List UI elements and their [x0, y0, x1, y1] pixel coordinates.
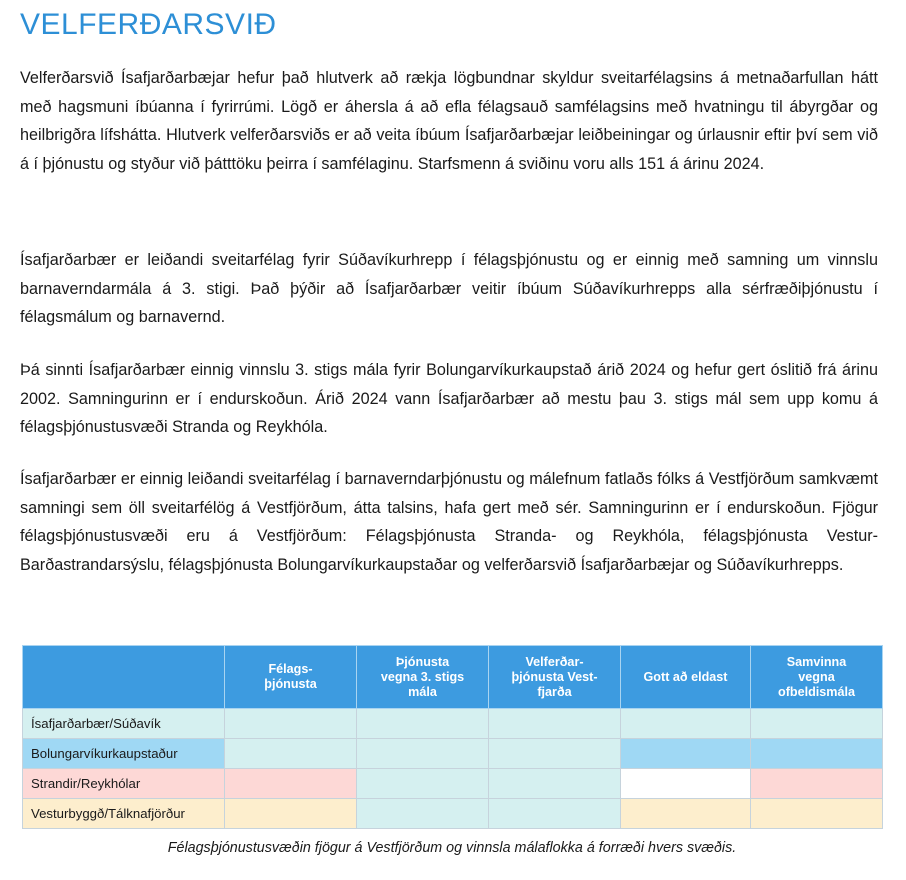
table-cell [489, 769, 621, 799]
table-cell [621, 709, 751, 739]
table-cell [357, 739, 489, 769]
table-cell [751, 709, 883, 739]
row-label: Strandir/Reykhólar [23, 769, 225, 799]
row-label: Vesturbyggð/Tálknafjörður [23, 799, 225, 829]
table-cell [489, 739, 621, 769]
table-row [23, 799, 883, 829]
table-cell [225, 739, 357, 769]
page-title: VELFERÐARSVIÐ [20, 8, 277, 41]
table-header-row [23, 646, 883, 709]
table-header-cell: Þjónusta vegna 3. stigs mála [357, 646, 489, 709]
paragraph-1: Velferðarsvið Ísafjarðarbæjar hefur það hlutverk að rækja lögbundnar skyldur sveitarfélagsins á metnaðarfullan hátt með hagsmuni íbúanna í fyrirrúmi. Lögð er áhersla á að efla félagsauð samfélagsins með hvatningu til ábyrgðar og heilbrigðra lífshátta. Hlutverk velferðarsviðs er að veita íbúum Ísafjarðarbæjar leiðbeiningar og úrlausnir eftir því sem við á í þjónustu og styður við þátttöku þeirra í samfélaginu. Starfsmenn á sviðinu voru alls 151 á árinu 2024. [20, 69, 878, 173]
table-cell [621, 769, 751, 799]
table-cell [621, 739, 751, 769]
table-cell [751, 799, 883, 829]
table-header-cell: Samvinna vegna ofbeldismála [751, 646, 883, 709]
table-header-cell [23, 646, 225, 709]
paragraph-2: Ísafjarðarbær er leiðandi sveitarfélag fyrir Súðavíkurhrepp í félagsþjónustu og er einnig með samning um vinnslu barnaverndarmála á 3. stigi. Það þýðir að Ísafjarðarbær veitir íbúum Súðavíkurhrepps alla sérfræðiþjónustu í félagsmálum og barnavernd. [20, 251, 878, 326]
table-cell [751, 739, 883, 769]
table-cell [357, 799, 489, 829]
table-cell [225, 799, 357, 829]
table-caption: Félagsþjónustusvæðin fjögur á Vestfjörðum og vinnsla málaflokka á forræði hvers svæðis. [167, 840, 737, 856]
paragraph-3: Þá sinnti Ísafjarðarbær einnig vinnslu 3. stigs mála fyrir Bolungarvíkurkaupstað árið 2024 og hefur gert óslitið frá árinu 2002. Samningurinn er í endurskoðun. Árið 2024 vann Ísafjarðarbær að mestu þau 3. stigs mál sem upp komu á félagsþjónustusvæði Stranda og Reykhóla. [20, 361, 878, 436]
table-cell [489, 799, 621, 829]
paragraph-4: Ísafjarðarbær er einnig leiðandi sveitarfélag í barnaverndarþjónustu og málefnum fatlaðs fólks á Vestfjörðum samkvæmt samningi sem öll sveitarfélög á Vestfjörðum, átta talsins, hafa gert með sér. Samningurinn er í endurskoðun. Fjögur félagsþjónustusvæði eru á Vestfjörðum: Félagsþjónusta Stranda- og Reykhóla, félagsþjónusta Vestur- Barðastrandarsýslu, félagsþjónusta Bolungarvíkurkaupstaðar og velferðarsvið Ísafjarðarbæjar og Súðavíkurhrepps. [20, 470, 878, 574]
table-header-cell: Gott að eldast [621, 646, 751, 709]
table-header-cell: Félags- þjónusta [225, 646, 357, 709]
table-cell [225, 709, 357, 739]
row-label: Bolungarvíkurkaupstaður [23, 739, 225, 769]
table-cell [357, 769, 489, 799]
table-header-cell: Velferðar- þjónusta Vest- fjarða [489, 646, 621, 709]
table-cell [751, 769, 883, 799]
table-cell [357, 709, 489, 739]
table-row [23, 739, 883, 769]
row-label: Ísafjarðarbær/Súðavík [23, 709, 225, 739]
table-cell [489, 709, 621, 739]
table-row [23, 709, 883, 739]
table-cell [225, 769, 357, 799]
service-area-table [22, 645, 883, 829]
table-row [23, 769, 883, 799]
table-cell [621, 799, 751, 829]
